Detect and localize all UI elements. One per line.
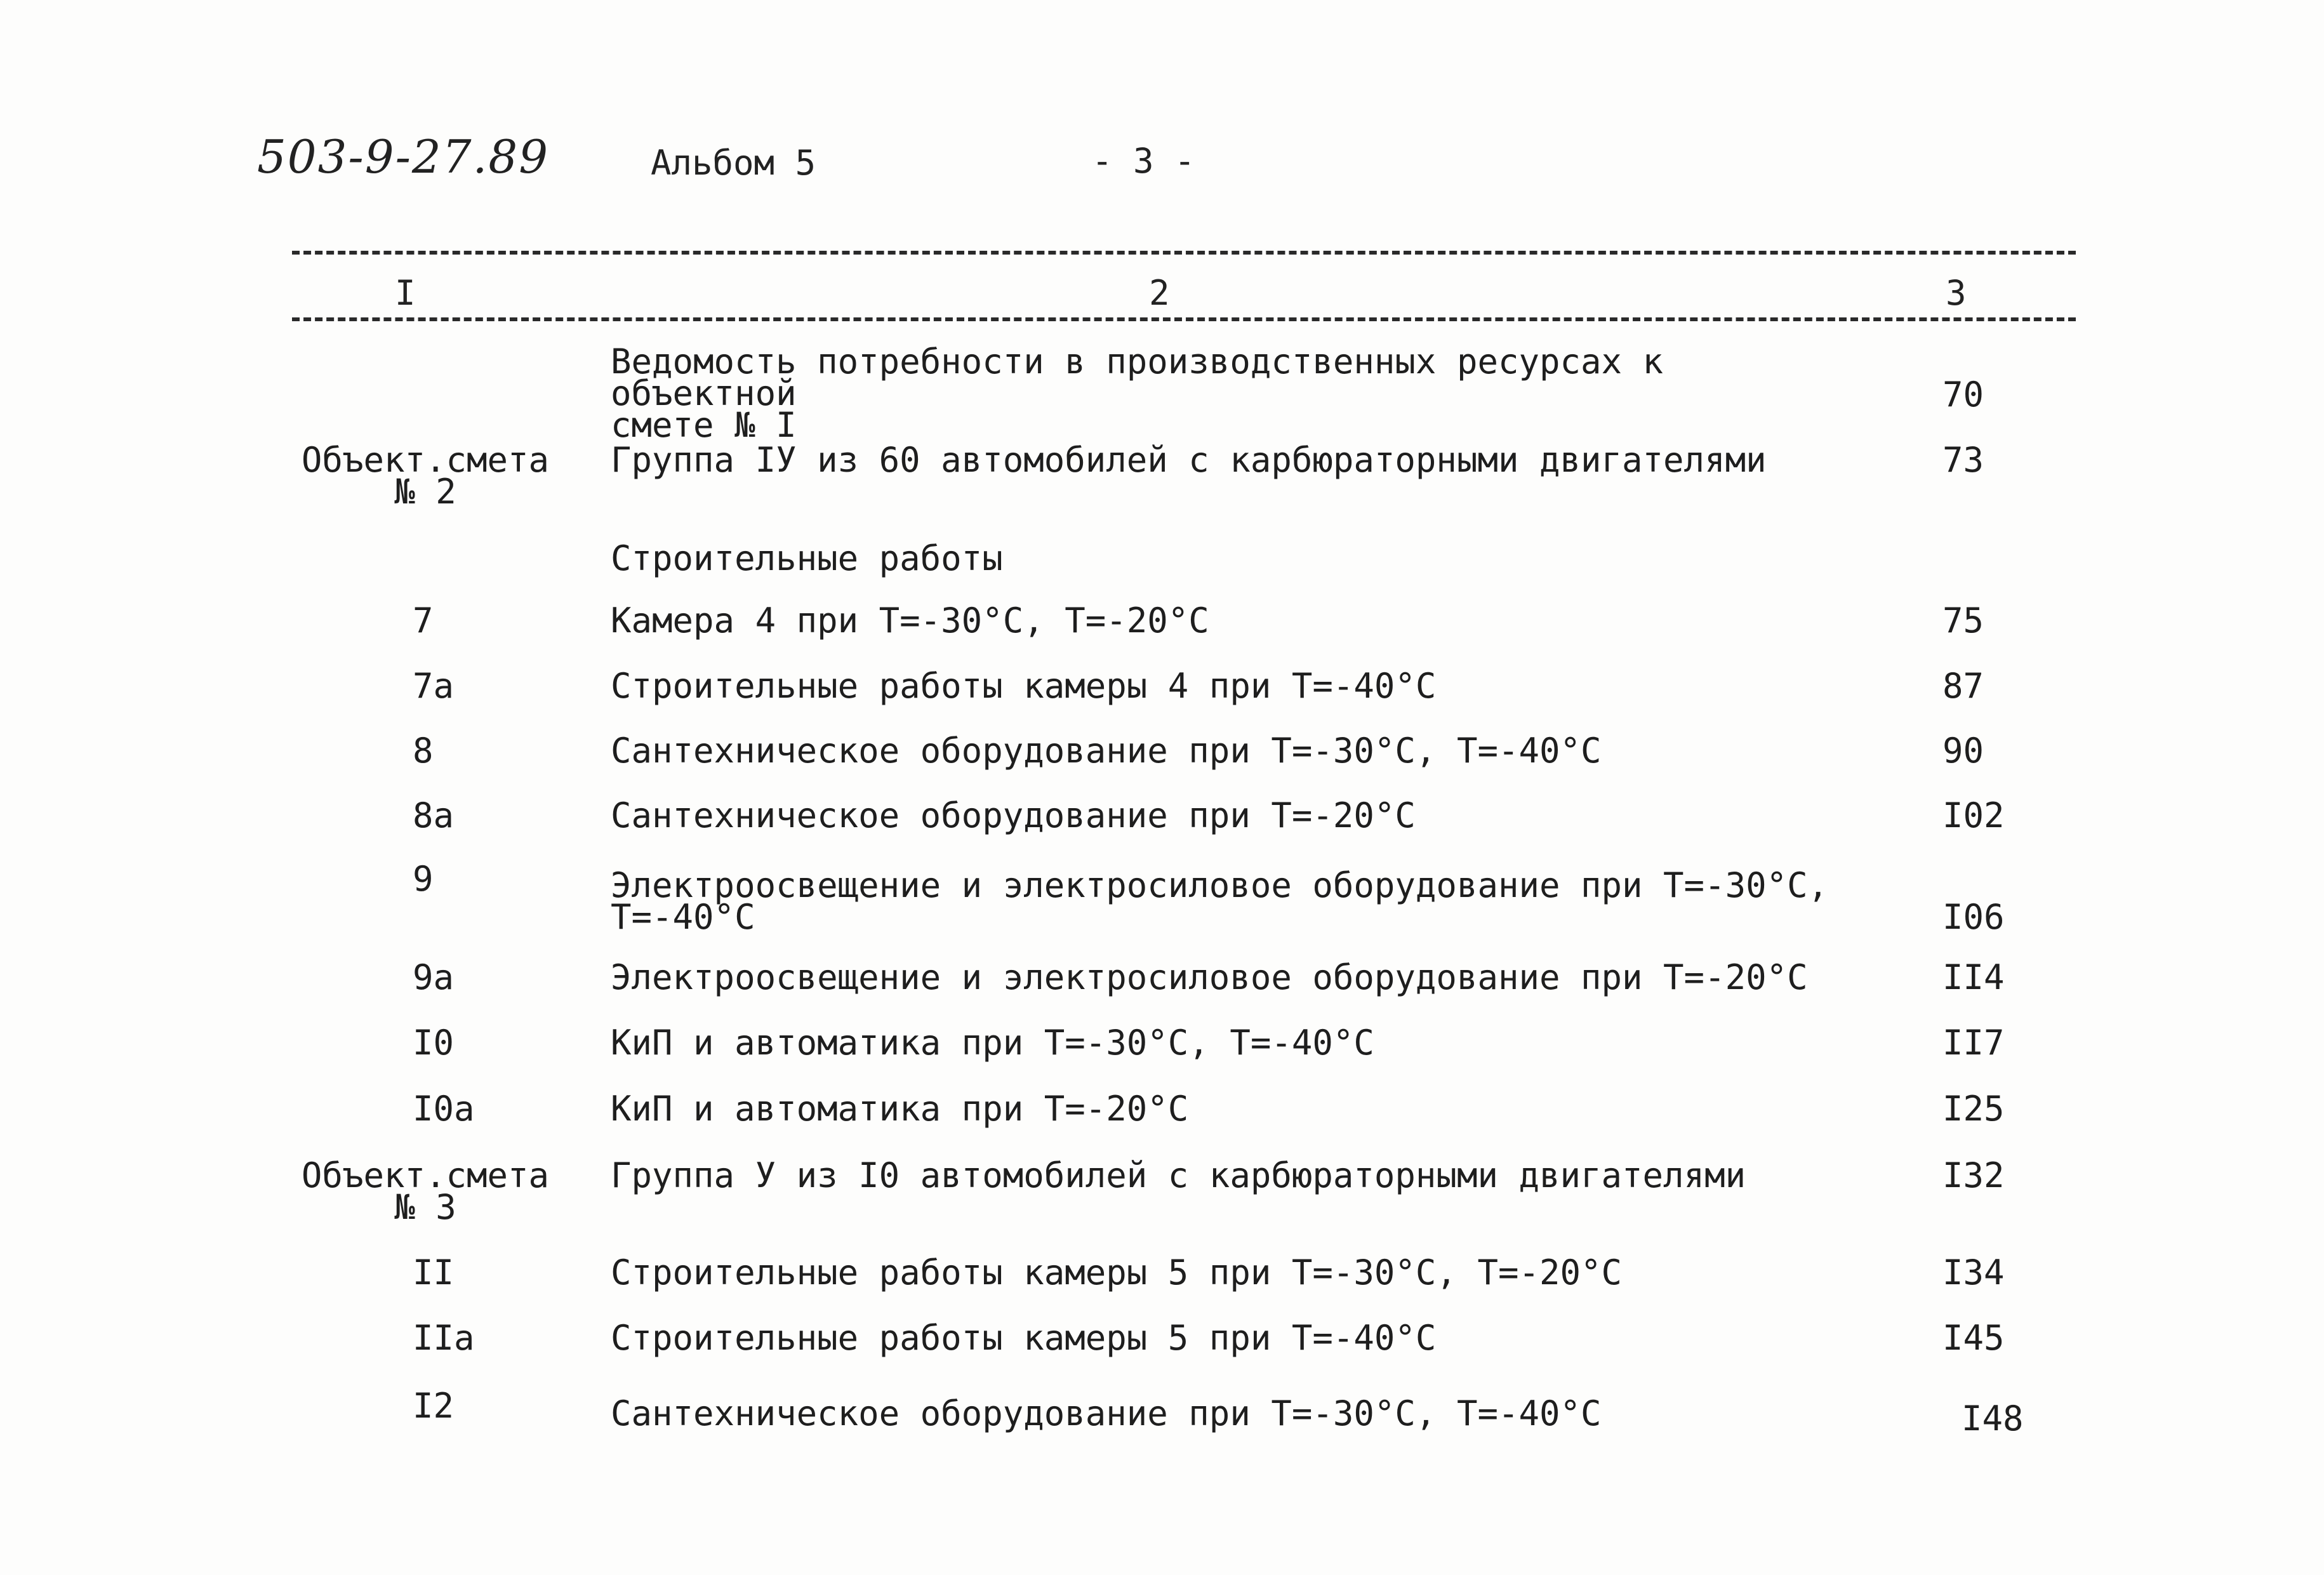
row-page: 70 [1942, 375, 1984, 415]
table-top-rule [292, 251, 2076, 255]
row-title: КиП и автоматика при Т=-30°С, Т=-40°С [611, 1023, 1374, 1063]
row-code: I0а [413, 1089, 475, 1129]
row-page: 75 [1942, 601, 1984, 641]
row-title: Сантехническое оборудование при Т=-30°С, Т=-40°С [611, 731, 1602, 771]
row-code: II [413, 1253, 455, 1293]
row-code: IIа [413, 1318, 475, 1358]
row-code: Объект.смета № 2 [301, 440, 550, 512]
column-header-1: I [395, 273, 416, 313]
column-header-3: 3 [1946, 273, 1967, 313]
row-page: I02 [1942, 795, 2005, 835]
row-title: Электроосвещение и электросиловое оборудование при Т=-30°С, Т=-40°С [611, 865, 1829, 937]
row-page: I48 [1962, 1399, 2024, 1439]
row-title: КиП и автоматика при Т=-20°С [611, 1089, 1189, 1129]
row-page: I32 [1942, 1155, 2005, 1195]
row-code: I0 [413, 1023, 455, 1063]
row-code: 9 [413, 859, 434, 899]
row-title: Сантехническое оборудование при Т=-20°С [611, 795, 1416, 835]
row-title: Строительные работы камеры 4 при Т=-40°С [611, 666, 1437, 706]
row-page: II4 [1942, 957, 2005, 997]
row-title: Камера 4 при Т=-30°С, Т=-20°С [611, 601, 1209, 641]
row-code: 8 [413, 731, 434, 771]
row-title: Группа IУ из 60 автомобилей с карбюраторными двигателями [611, 440, 1767, 480]
row-page: I25 [1942, 1089, 2005, 1129]
row-title: Электроосвещение и электросиловое оборудование при Т=-20°С [611, 957, 1808, 997]
row-code: Объект.смета № 3 [301, 1155, 550, 1227]
row-code: 8а [413, 795, 455, 835]
row-code: 9а [413, 957, 455, 997]
row-title: Сантехническое оборудование при Т=-30°С, Т=-40°С [611, 1393, 1602, 1433]
row-page: I45 [1942, 1318, 2005, 1358]
page-number: - 3 - [1092, 141, 1195, 181]
row-title: Строительные работы [611, 538, 1003, 578]
row-code: I2 [413, 1386, 455, 1426]
document-code: 503-9-27.89 [257, 130, 550, 183]
row-title: Строительные работы камеры 5 при Т=-30°С, Т=-20°С [611, 1253, 1623, 1293]
table-header-rule [292, 317, 2076, 321]
row-title: Строительные работы камеры 5 при Т=-40°С [611, 1318, 1437, 1358]
row-page: I06 [1942, 897, 2005, 937]
row-page: 73 [1942, 440, 1984, 480]
column-header-2: 2 [1149, 273, 1170, 313]
row-page: II7 [1942, 1023, 2005, 1063]
row-title: Ведомость потребности в производственных ресурсах к объектной смете № I [611, 342, 1664, 445]
row-code: 7 [413, 601, 434, 641]
row-page: I34 [1942, 1253, 2005, 1293]
album-label: Альбом 5 [651, 143, 816, 183]
row-code: 7а [413, 666, 455, 706]
row-page: 90 [1942, 731, 1984, 771]
row-page: 87 [1942, 666, 1984, 706]
row-title: Группа У из I0 автомобилей с карбюраторными двигателями [611, 1155, 1746, 1195]
